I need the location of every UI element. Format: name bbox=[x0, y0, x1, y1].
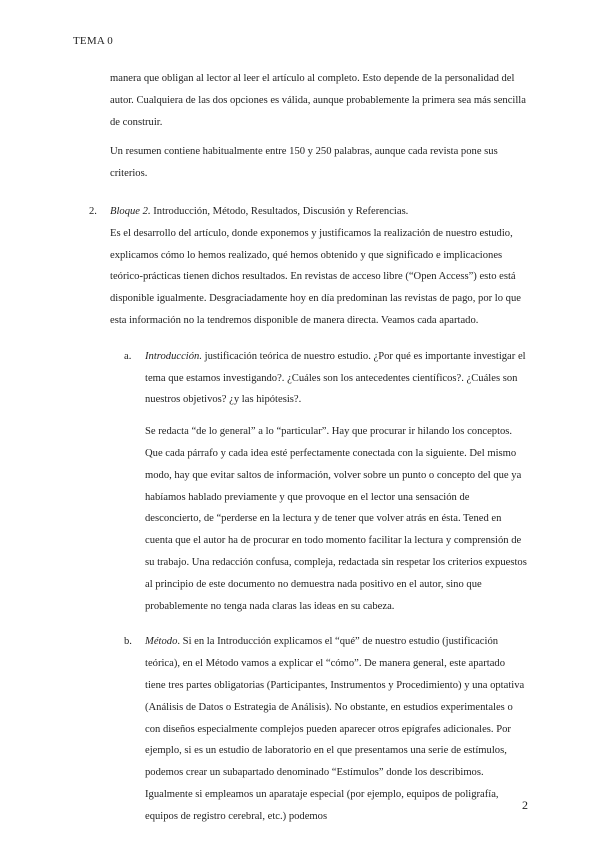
bloque-2-body: Es el desarrollo del artículo, donde exponemos y justificamos la realización de nuestro estudio, explicamos cómo lo hemos realizado, qué hemos obtenido y que significado e implicaciones teórico-prácticas tienen dichos resultados. En revistas de acceso libre (“Open Access”) esto está disponible igualmente. Desgraciadamente hoy en día predominan las revistas de pago, por lo que esta información no la tendremos disponible de manera directa. Veamos cada apartado. bbox=[110, 227, 521, 326]
sub-item-introduccion bbox=[124, 346, 528, 618]
introduccion-paragraph-1 bbox=[145, 346, 528, 411]
sub-item-marker: a. bbox=[124, 350, 132, 362]
metodo-paragraph bbox=[145, 631, 528, 827]
intro-paragraph-2: Un resumen contiene habitualmente entre 150 y 250 palabras, aunque cada revista pone sus criterios. bbox=[110, 146, 498, 180]
list-number: 2. bbox=[89, 205, 97, 217]
bloque-2-title bbox=[110, 201, 528, 223]
bloque-2-label: Bloque 2. bbox=[110, 205, 151, 217]
introduccion-paragraph-2: Se redacta “de lo general” a lo “particular”. Hay que procurar ir hilando los conceptos. Que cada párrafo y cada idea esté perfectamente conectada con la siguiente. Del mismo modo, hay que evitar saltos de información, volver sobre un punto o concepto del que ya habíamos hablado previamente y que provoque en el lector una sensación de desconcierto, de “perderse en la lectura y de tener que volver atrás en ésta. Tened en cuenta que el autor ha de procurar en todo momento facilitar la lectura y comprensión de su trabajo. Una redacción confusa, compleja, redactada sin respetar los criterios expuestos al principio de este documento no demuestra nada positivo en el autor, sino que probablemente no tenga nada claras las ideas en su cabeza. bbox=[145, 426, 527, 612]
list-item-bloque-2 bbox=[89, 201, 528, 828]
page-header: TEMA 0 bbox=[73, 35, 114, 47]
page-content bbox=[89, 68, 528, 828]
sub-item-marker: b. bbox=[124, 636, 132, 648]
metodo-text: . Si en la Introducción explicamos el “qué” de nuestro estudio (justificación teórica), en el Método vamos a explicar el “cómo”. De manera general, este apartado tiene tres partes obligatorias (Participantes, Instrumentos y Procedimiento) y una optativa (Análisis de Datos o Estrategia de Análisis). No obstante, en estudios experimentales o con diseños especialmente complejos pueden aparecer otros epígrafes adicionales. Por ejemplo, si es un estudio de laboratorio en el que presentamos una serie de estímulos, podemos crear un subapartado denominado “Estímulos” donde los describimos. Igualmente si empleamos un aparataje especial (por ejemplo, equipos de poligrafía, equipos de registro cerebral, etc.) podemos bbox=[145, 636, 525, 822]
intro-paragraph-1: manera que obligan al lector al leer el artículo al completo. Esto depende de la personalidad del autor. Cualquiera de las dos opciones es válida, aunque probablemente la primera sea más sencilla de construir. bbox=[110, 73, 526, 128]
metodo-label: Método bbox=[145, 636, 178, 648]
introduccion-label: Introducción. bbox=[145, 350, 202, 362]
sub-item-metodo bbox=[124, 631, 528, 827]
bloque-2-title-text: Introducción, Método, Resultados, Discusión y Referencias. bbox=[150, 205, 409, 217]
introduccion-text: justificación teórica de nuestro estudio. ¿Por qué es importante investigar el tema que estamos investigando?. ¿Cuáles son los antecedentes científicos?. ¿Cuáles son nuestros objetivos? ¿y las hipótesis?. bbox=[145, 350, 526, 406]
page-number: 2 bbox=[522, 798, 528, 812]
